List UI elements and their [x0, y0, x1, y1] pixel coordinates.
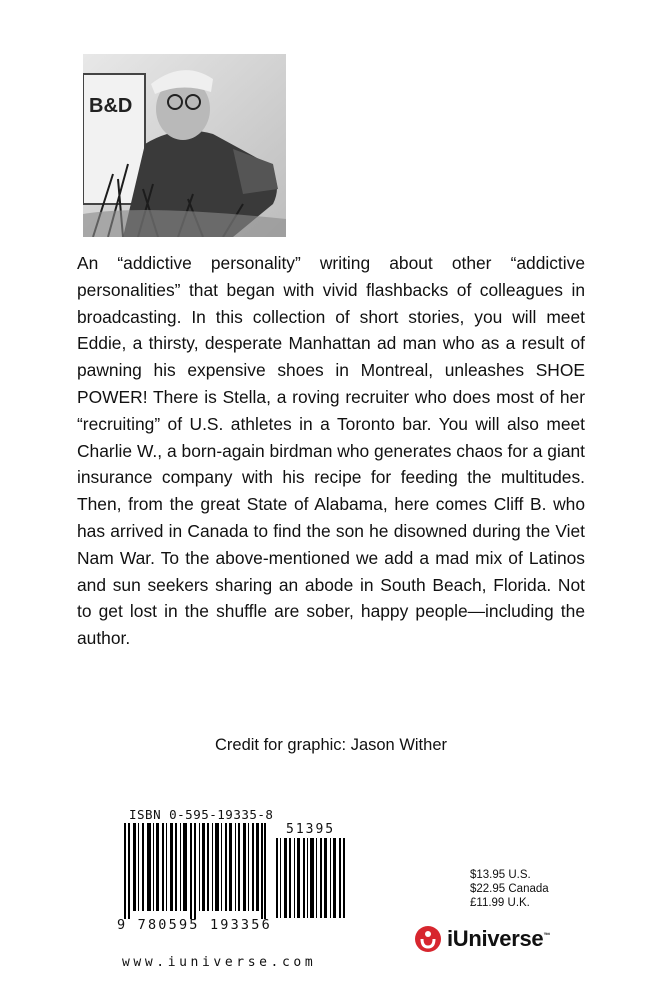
publisher-name: iUniverse™: [447, 926, 551, 951]
sign-text: B&D: [89, 95, 133, 117]
iuniverse-logo-icon: [414, 925, 442, 953]
barcode-addon-digits: 51395: [286, 822, 336, 837]
author-photo-image: [83, 54, 286, 237]
isbn-label: ISBN 0-595-19335-8: [129, 807, 274, 822]
price-us: $13.95 U.S.: [470, 869, 531, 881]
price-addon-barcode: [276, 838, 346, 918]
isbn-barcode: [124, 823, 266, 919]
publisher-website: www.iuniverse.com: [122, 955, 317, 970]
publisher-logo: [414, 922, 550, 956]
graphic-credit: Credit for graphic: Jason Wither: [214, 736, 447, 754]
ean-digits: 9 780595 193356: [117, 917, 272, 933]
blurb-text: An “addictive personality” writing about other “addictive personalities” that began with vivid flashbacks of colleagues in broadcasting. In this collection of short stories, you will meet Eddie, a thirsty, desperate Manhattan ad man who as a result of pawning his expensive shoes in Montreal, unleashes SHOE POWER! There is Stella, a roving recruiter who does most of her “recruiting” of U.S. athletes in a Toronto bar. You will also meet Charlie W., a born-again birdman who generates chaos for a giant insurance company with his recipe for feeding the multitudes. Then, from the great State of Alabama, here comes Cliff B. who has arrived in Canada to find the son he disowned during the Viet Nam War. To the above-mentioned we add a mad mix of Latinos and sun seekers sharing an abode in South Beach, Florida. Not to get lost in the shuffle are sober, happy people—including the author.: [77, 253, 585, 649]
price-list: [470, 868, 549, 910]
trademark-symbol: ™: [543, 932, 551, 940]
price-canada: $22.95 Canada: [470, 883, 549, 895]
price-uk: £11.99 U.K.: [470, 897, 530, 909]
author-photo: [83, 54, 286, 237]
